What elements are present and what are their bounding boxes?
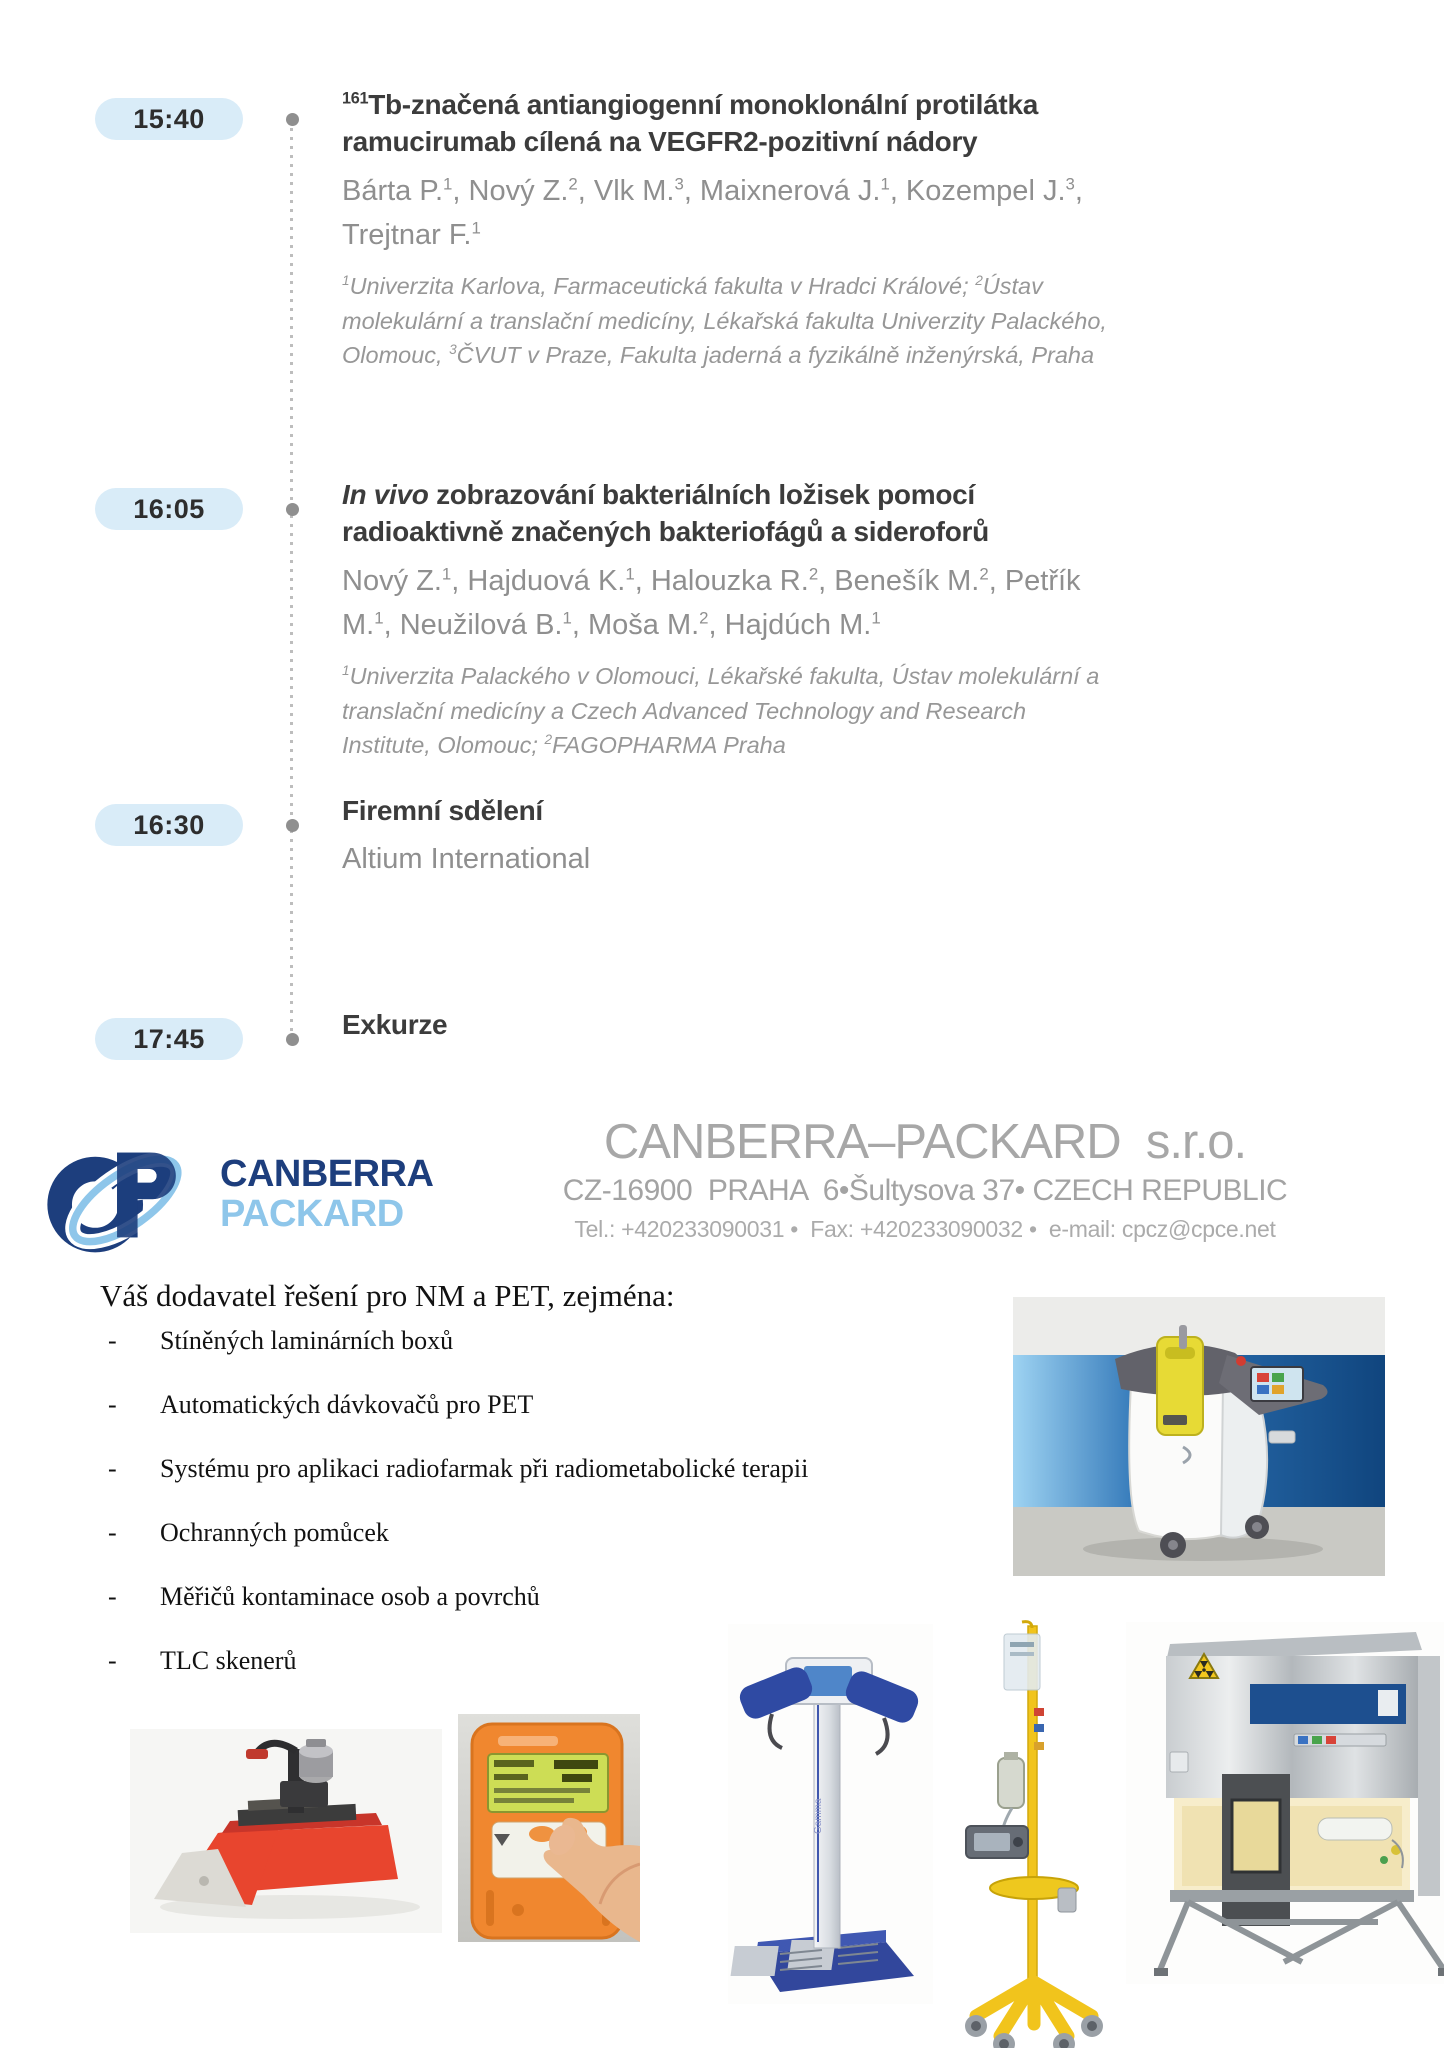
- product-image-tlc-scanner: [130, 1729, 442, 1933]
- list-item: [104, 1582, 964, 1612]
- talk-content: [342, 476, 1152, 762]
- time-badge: 16:30: [95, 804, 243, 846]
- talk-affiliations: $^1$Univerzita Karlova, Farmaceutická fakulta v Hradci Králové; $^2$Ústav molekulární a translační medicíny, Lékařská fakulta Univerzity Palackého, Olomouc, $^3$ČVUT v Praze, Fakulta jaderná a fyzikálně inženýrská, Praha: [342, 273, 1107, 368]
- talk-affiliations: $^1$Univerzita Palackého v Olomouci, Lékařské fakulta, Ústav molekulární a translační medicíny a Czech Advanced Technology and Research Institute, Olomouc; $^2$FAGOPHARMA Praha: [342, 663, 1100, 758]
- time-badge: 16:05: [95, 488, 243, 530]
- talk-authors: Nový Z.$^1$, Hajduová K.$^1$, Halouzka R.$^2$, Benešík M.$^2$, Petřík M.$^1$, Neužilová B.$^1$, Moša M.$^2$, Hajdúch M.$^1$: [342, 564, 1081, 641]
- schedule-entry: [95, 86, 1414, 372]
- list-item: [104, 1454, 964, 1484]
- talk-company: Altium International: [342, 843, 591, 876]
- company-contact: Tel.: +420233090031 • Fax: +420233090032 • e-mail: cpcz@cpce.net: [574, 1216, 1276, 1242]
- list-item-label: Automatických dávkovačů pro PET: [160, 1390, 534, 1419]
- logo-wordmark: [220, 1155, 433, 1234]
- product-image-dispenser-cart: [1013, 1297, 1385, 1576]
- list-item-label: Ochranných pomůcek: [160, 1518, 389, 1547]
- dash-marker: -: [108, 1390, 117, 1419]
- product-image-contamination-meter: [458, 1714, 640, 1942]
- time-badge: 15:40: [95, 98, 243, 140]
- timeline-dot: [286, 503, 299, 516]
- dash-marker: -: [108, 1582, 117, 1611]
- svg-text:Gamma: Gamma: [813, 1798, 824, 1834]
- list-item-label: Stíněných laminárních boxů: [160, 1326, 454, 1355]
- timeline-dot: [286, 819, 299, 832]
- talk-title: Firemní sdělení: [342, 795, 543, 826]
- list-item-label: Měřičů kontaminace osob a povrchů: [160, 1582, 540, 1611]
- company-address: CZ-16900 PRAHA 6•Šultysova 37• CZECH REPUBLIC: [562, 1174, 1288, 1207]
- schedule-entry: [95, 792, 1414, 880]
- talk-content: [342, 86, 1152, 372]
- company-header: [420, 1114, 1430, 1243]
- list-item-label: Systému pro aplikaci radiofarmak při radiometabolické terapii: [160, 1454, 809, 1483]
- talk-authors: Bárta P.$^1$, Nový Z.$^2$, Vlk M.$^3$, Maixnerová J.$^1$, Kozempel J.$^3$, Trejtnar F.$^1$: [342, 174, 1083, 251]
- schedule-entry: [95, 1006, 1414, 1060]
- company-name: CANBERRA–PACKARD s.r.o.: [603, 1115, 1247, 1169]
- canberra-packard-logo: [46, 1136, 433, 1254]
- dash-marker: -: [108, 1326, 117, 1355]
- logo-text-packard: PACKARD: [220, 1193, 404, 1235]
- schedule-entry: [95, 476, 1414, 762]
- logo-text-canberra: CANBERRA: [220, 1153, 434, 1196]
- talk-content: [342, 792, 1152, 880]
- product-image-laminar-flow-box: [1126, 1622, 1444, 1984]
- list-item: [104, 1518, 964, 1548]
- talk-title: $^{161}$Tb-značená antiangiogenní monoklonální protilátka ramucirumab cílená na VEGFR2-pozitivní nádory: [342, 89, 1038, 158]
- timeline-dot: [286, 113, 299, 126]
- list-item: [104, 1326, 964, 1356]
- product-image-infusion-stand: [942, 1612, 1120, 2048]
- timeline-dot: [286, 1033, 299, 1046]
- list-item: [104, 1390, 964, 1420]
- dash-marker: -: [108, 1518, 117, 1547]
- dash-marker: -: [108, 1454, 117, 1483]
- time-badge: 17:45: [95, 1018, 243, 1060]
- supplier-heading: Váš dodavatel řešení pro NM a PET, zejména:: [100, 1278, 675, 1313]
- talk-content: [342, 1006, 1152, 1053]
- cp-monogram-icon: [46, 1136, 210, 1254]
- list-item-label: TLC skenerů: [160, 1646, 297, 1675]
- talk-title: In vivo zobrazování bakteriálních ložisek pomocí radioaktivně značených bakteriofágů a sideroforů: [342, 479, 989, 548]
- talk-title: Exkurze: [342, 1009, 448, 1040]
- dash-marker: -: [108, 1646, 117, 1675]
- product-image-body-monitor: [728, 1624, 933, 2004]
